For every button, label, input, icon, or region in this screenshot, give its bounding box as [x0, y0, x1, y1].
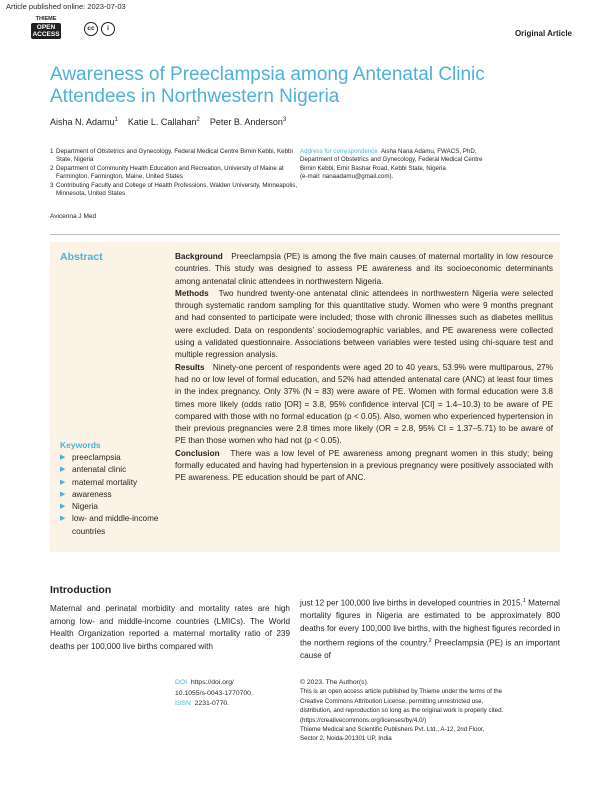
- keyword-text: preeclampsia: [72, 453, 121, 462]
- affiliation-number: 3: [50, 181, 54, 189]
- author-affiliation-mark: 3: [282, 117, 287, 123]
- abstract-section-text: There was a low level of PE awareness among pregnant women in this study; being formally educated and having had hypertension in a previous pregnancy were positively associated with PE awareness. PE education should be part of ANC.: [175, 448, 553, 483]
- license-link[interactable]: (https://creativecommons.org/licenses/by/4.0/): [300, 716, 427, 724]
- keyword-item: [60, 501, 172, 513]
- arrow-right-icon: ▶: [60, 503, 66, 511]
- arrow-right-icon: ▶: [60, 490, 66, 498]
- keyword-text: Nigeria: [72, 502, 98, 512]
- abstract-conclusion: [175, 448, 553, 485]
- keyword-item: [60, 464, 172, 476]
- abstract-background: [175, 251, 553, 288]
- correspondence-email[interactable]: (e-mail: nanaadamu@gmail.com).: [300, 173, 394, 181]
- affiliation-item: [50, 182, 298, 199]
- affiliation-number: 2: [50, 164, 54, 172]
- keyword-item: [60, 452, 172, 464]
- keyword-text: low- and middle-income countries: [72, 514, 159, 536]
- issn-value: 2231-0770.: [194, 700, 230, 707]
- introduction-text: Maternal mortality figures in Nigeria are estimated to be approximately 800 deaths for every 100,000 live births, with the highest figures recorded in the northern regions of the country.: [300, 598, 560, 648]
- article-type: Original Article: [514, 29, 572, 38]
- affiliations: [50, 148, 298, 198]
- doi-label: DOI: [175, 679, 188, 686]
- author-name: Katie L. Callahan: [127, 117, 197, 127]
- keyword-item: [60, 489, 172, 501]
- arrow-right-icon: ▶: [60, 478, 66, 486]
- author-affiliation-mark: 1: [114, 117, 118, 123]
- doi-link[interactable]: https://doi.org/: [190, 679, 234, 686]
- thieme-open-access-logo: [31, 16, 61, 46]
- citation-mark: 2: [428, 638, 432, 645]
- abstract-text: [175, 251, 553, 485]
- license-line: distribution, and reproduction so long as the original work is properly cited.: [300, 707, 504, 715]
- logo-line-thieme: THIEME: [35, 16, 57, 22]
- journal-name: Avicenna J Med: [50, 213, 97, 220]
- correspondence-address: [300, 148, 560, 182]
- abstract-section-label: Results: [175, 362, 205, 372]
- issn-label: ISSN: [175, 700, 191, 707]
- keyword-text: maternal mortality: [72, 477, 138, 487]
- introduction-text: Preeclampsia (PE) is an important cause of: [300, 638, 560, 661]
- keyword-text: antenatal clinic: [72, 465, 127, 475]
- affiliation-text: Department of Obstetrics and Gynecology, Federal Medical Centre Birnin Kebbi, Kebbi State, Nigeria: [56, 148, 293, 164]
- abstract-section-label: Background: [175, 252, 223, 261]
- divider: [50, 234, 560, 235]
- creative-commons-icon: cc: [84, 22, 98, 36]
- article-title: Awareness of Preeclampsia among Antenatal Clinic Attendees in Northwestern Nigeria: [50, 64, 485, 107]
- affiliation-item: [50, 148, 298, 165]
- correspondence-label: Address for correspondence: [300, 148, 378, 155]
- arrow-right-icon: ▶: [60, 466, 66, 474]
- keyword-text: awareness: [72, 489, 112, 499]
- copyright: © 2023. The Author(s).: [300, 679, 369, 686]
- abstract-section-text: Ninety-one percent of respondents were aged 20 to 40 years, 53.9% were multiparous, 27% had no or low level of formal education, and 52% had attended antenatal care (ANC) at least four times in the index pregnancy. Only 37% (N = 83) were aware of PE. Women with formal education were 3.8 times more likely (odds ratio [OR] = 3.8, 95% confidence interval [CI] = 1.4–10.3) to be aware of PE compared with those with no formal education (p < 0.05). Also, women who experienced hypertension in their previous pregnancies were 2.8 times more likely (OR = 2.8, 95% CI = 1.37–5.71) to be aware of PE than those women who had not (p < 0.05).: [175, 362, 554, 446]
- publication-date: Article published online: 2023-07-03: [6, 2, 126, 11]
- abstract-methods: [175, 288, 553, 362]
- keyword-item: [60, 513, 172, 538]
- logo-line-access: ACCESS: [32, 31, 60, 38]
- license-block: [300, 678, 560, 744]
- citation-mark: 1: [522, 598, 526, 604]
- introduction-left-column: Maternal and perinatal morbidity and mortality rates are high among low- and middle-income countries (LMICs). The World Health Organization reported a maternal mortality ratio of 239 deaths per 100,000 live births compared with: [50, 604, 290, 651]
- introduction-right-column: [300, 595, 560, 663]
- author-affiliation-mark: 2: [196, 117, 200, 123]
- keywords-list: [60, 452, 172, 538]
- license-line: Creative Commons Attribution License, permitting unrestricted use,: [300, 697, 484, 705]
- attribution-icon: i: [101, 22, 115, 36]
- abstract-section-text: Preeclampsia (PE) is among the five main causes of maternal mortality in low resource countries. This study was designed to assess PE awareness and its socioeconomic determinants among antenatal clinic attendees in northwestern Nigeria.: [175, 252, 554, 286]
- abstract-section-text: Two hundred twenty-one antenatal clinic attendees in northwestern Nigeria were selected through systematic random sampling for this quantitative study. Women who were 9 months pregnant and had consented to participate were included; those with chronic illnesses such as diabetes mellitus were excluded. Data on respondents’ sociodemographic variables, and PE awareness were collected using a validated questionnaire. Associations between variables were tested using chi-square test and multiple regression analysis.: [175, 288, 553, 360]
- logo-badge: [31, 23, 61, 39]
- correspondence-line: Birnin Kebbi, Emir Bashar Road, Kebbi State, Nigeria: [300, 164, 446, 172]
- license-line: This is an open access article published by Thieme under the terms of the: [300, 688, 503, 696]
- author-name: Aisha N. Adamu: [50, 117, 115, 127]
- logo-line-open: OPEN: [36, 24, 56, 31]
- affiliation-text: Department of Community Health Education and Recreation, University of Maine at Farmington, Farmington, Maine, United States: [56, 164, 284, 181]
- abstract-section-label: Methods: [175, 288, 209, 298]
- abstract-results: [175, 362, 553, 448]
- affiliation-text: Contributing Faculty and College of Health Professions, Walden University, Minneapolis, Minnesota, United States: [56, 181, 298, 198]
- keywords-heading: Keywords: [60, 440, 101, 450]
- author-name: Peter B. Anderson: [209, 117, 283, 127]
- affiliation-number: 1: [50, 148, 54, 155]
- correspondence-name: Aisha Nana Adamu, FWACS, PhD,: [380, 148, 477, 155]
- introduction-text: just 12 per 100,000 live births in developed countries in 2015.: [300, 598, 523, 608]
- keyword-item: [60, 477, 172, 489]
- abstract-heading: Abstract: [60, 251, 103, 263]
- abstract-section-label: Conclusion: [175, 448, 220, 458]
- publisher-line: Sector 2, Noida-201301 UP, India: [300, 735, 392, 743]
- affiliation-item: [50, 165, 298, 182]
- doi-issn-block: [175, 678, 285, 710]
- arrow-right-icon: ▶: [60, 454, 66, 461]
- arrow-right-icon: ▶: [60, 515, 66, 523]
- publisher-line: Thieme Medical and Scientific Publishers Pvt. Ltd., A-12, 2nd Floor,: [300, 726, 485, 734]
- author-list: [50, 117, 286, 127]
- correspondence-line: Department of Obstetrics and Gynecology, Federal Medical Centre: [300, 156, 483, 164]
- introduction-heading: Introduction: [50, 584, 112, 596]
- doi-value[interactable]: 10.1055/s-0043-1770700.: [175, 689, 253, 697]
